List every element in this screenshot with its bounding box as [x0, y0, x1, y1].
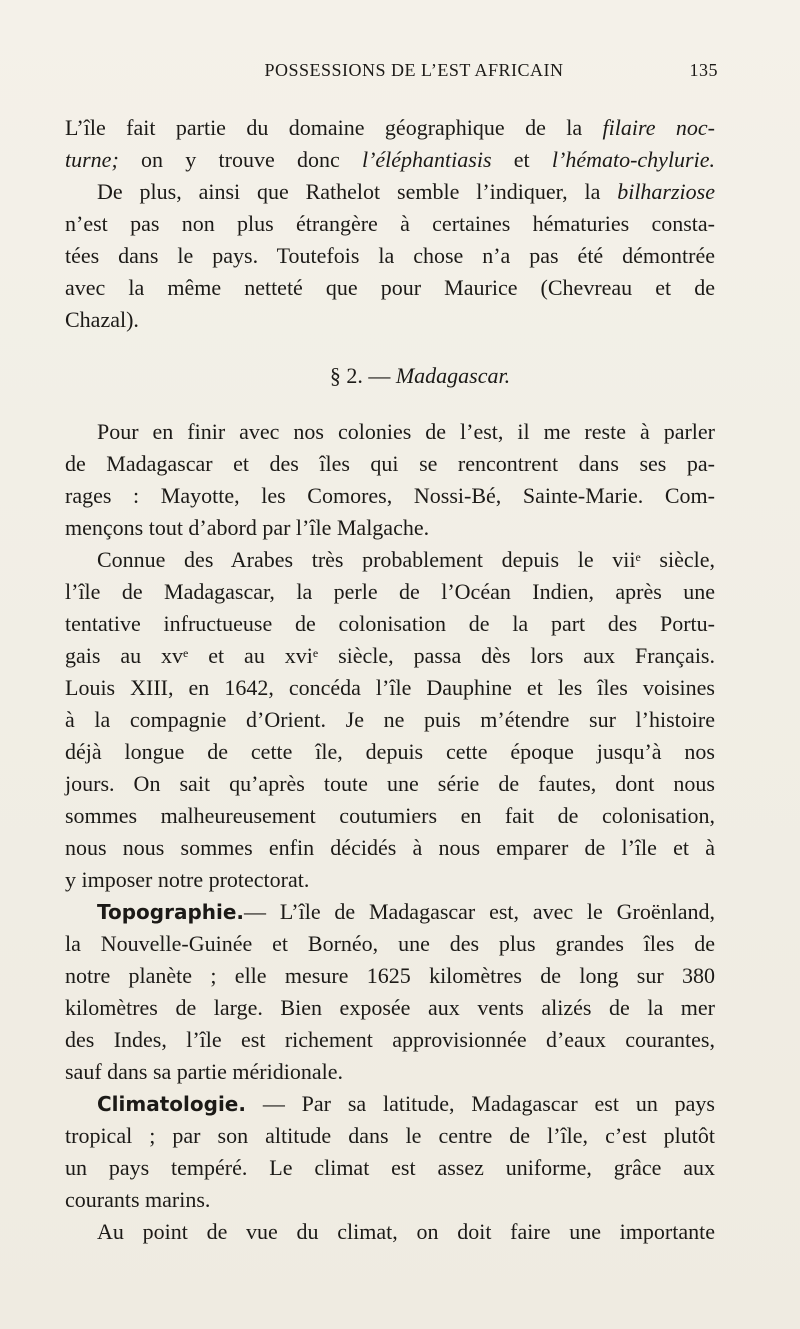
body-text: [65, 112, 715, 1248]
text-line: Connue des Arabes très probablement depuis le vii$^e$ siècle,: [97, 547, 715, 572]
text-line: déjà longue de cette île, depuis cette époque jusqu’à nos: [65, 739, 715, 764]
text-line: de Madagascar et des îles qui se rencontrent dans ses pa-: [65, 451, 715, 476]
text-line: Au point de vue du climat, on doit faire une importante: [97, 1219, 715, 1244]
text-line: courants marins.: [65, 1187, 211, 1212]
text-line: des Indes, l’île est richement approvisionnée d’eaux courantes,: [65, 1027, 715, 1052]
text-line: Pour en finir avec nos colonies de l’est, il me reste à parler: [97, 419, 715, 444]
text-line: à la compagnie d’Orient. Je ne puis m’étendre sur l’histoire: [65, 707, 715, 732]
page-header: [110, 60, 718, 84]
text-line: Climatologie. — Par sa latitude, Madagascar est un pays: [97, 1091, 715, 1116]
text-line: y imposer notre protectorat.: [65, 867, 310, 892]
text-line: avec la même netteté que pour Maurice (Chevreau et de: [65, 275, 715, 300]
text-line: l’île de Madagascar, la perle de l’Océan Indien, après une: [65, 579, 715, 604]
text-line: n’est pas non plus étrangère à certaines hématuries consta-: [65, 211, 715, 236]
text-line: Topographie.— L’île de Madagascar est, avec le Groënland,: [97, 899, 715, 924]
text-line: sauf dans sa partie méridionale.: [65, 1059, 343, 1084]
text-line: rages : Mayotte, les Comores, Nossi-Bé, Sainte-Marie. Com-: [65, 483, 715, 508]
text-line: un pays tempéré. Le climat est assez uniforme, grâce aux: [65, 1155, 715, 1180]
text-line: kilomètres de large. Bien exposée aux vents alizés de la mer: [65, 995, 715, 1020]
subheading-climatologie: Climatologie.: [97, 1092, 246, 1116]
text-line: tropical ; par son altitude dans le centre de l’île, c’est plutôt: [65, 1123, 715, 1148]
text-line: jours. On sait qu’après toute une série de fautes, dont nous: [65, 771, 715, 796]
text-line: nous nous sommes enfin décidés à nous emparer de l’île et à: [65, 835, 715, 860]
section-title: Madagascar.: [395, 363, 511, 388]
text-line: De plus, ainsi que Rathelot semble l’indiquer, la bilharziose: [97, 179, 715, 204]
text-line: sommes malheureusement coutumiers en fait de colonisation,: [65, 803, 715, 828]
text-line: L’île fait partie du domaine géographique de la filaire noc-: [65, 115, 715, 140]
subheading-topographie: Topographie.: [97, 900, 245, 924]
text-line: tentative infructueuse de colonisation de la part des Portu-: [65, 611, 715, 636]
text-line: gais au $xv^e$ et au xvi$^e$ siècle, passa dès lors aux Français.: [65, 643, 715, 668]
text-line: la Nouvelle-Guinée et Bornéo, une des plus grandes îles de: [65, 931, 715, 956]
section-heading: [65, 360, 715, 392]
text-line: turne; on y trouve donc l’éléphantiasis et l’hémato-chylurie.: [65, 147, 715, 172]
running-head: POSSESSIONS DE L’EST AFRICAIN: [264, 60, 564, 80]
text-line: Louis XIII, en 1642, concéda l’île Dauphine et les îles voisines: [65, 675, 715, 700]
section-number: § 2. —: [329, 363, 391, 388]
text-line: tées dans le pays. Toutefois la chose n’a pas été démontrée: [65, 243, 715, 268]
text-line: notre planète ; elle mesure 1625 kilomètres de long sur 380: [65, 963, 715, 988]
text-line: mençons tout d’abord par l’île Malgache.: [65, 515, 430, 540]
page-number: 135: [689, 60, 718, 80]
text-line: Chazal).: [65, 307, 139, 332]
